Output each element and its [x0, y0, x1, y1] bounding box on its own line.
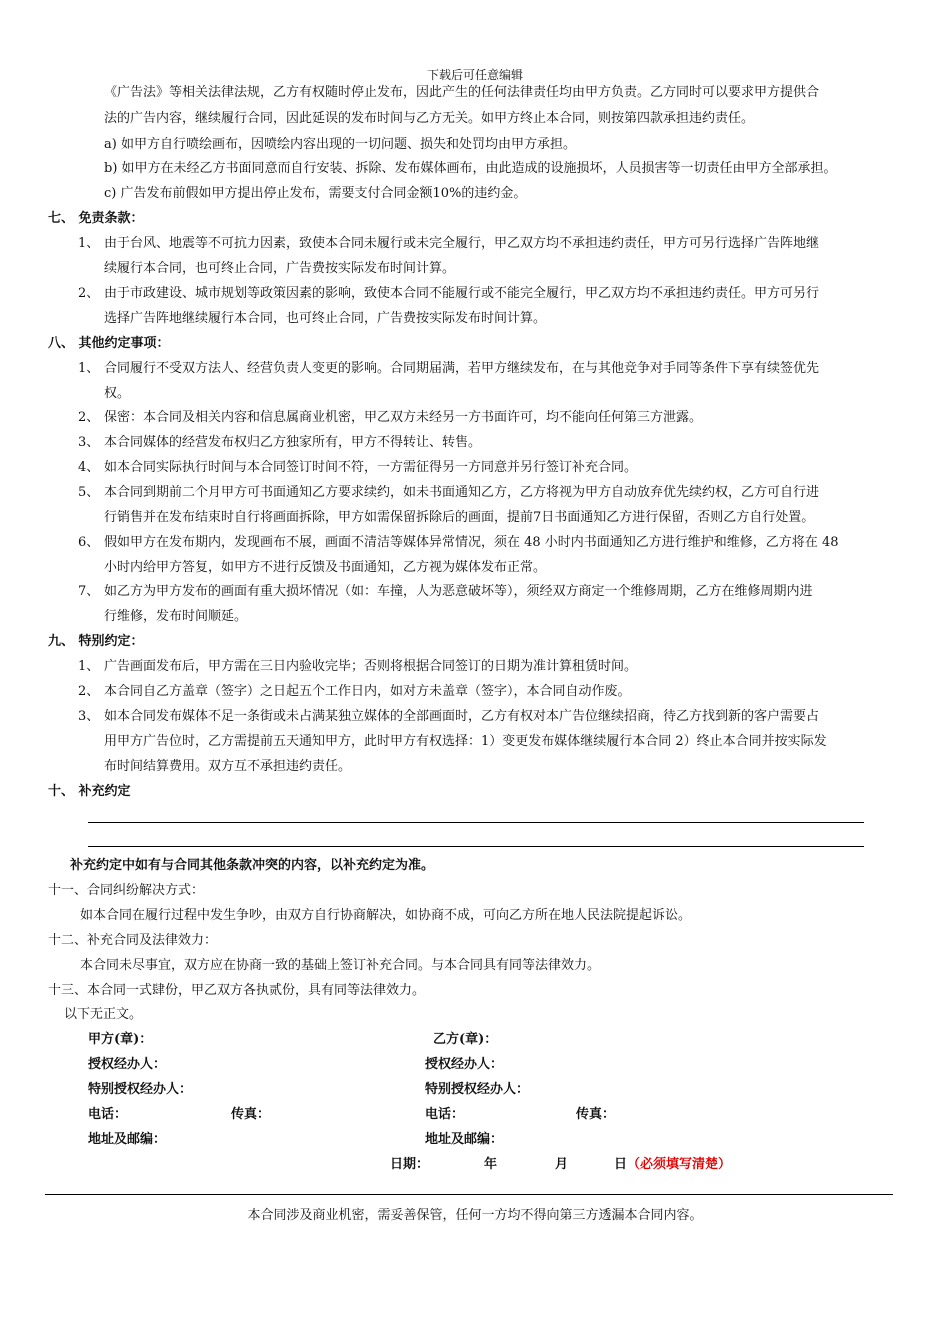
party-b-label: 乙方(章)：: [433, 1032, 498, 1047]
fax-b-label: 传真：: [576, 1107, 616, 1122]
page-header: 下载后可任意编辑: [426, 68, 523, 82]
item-number: 6、: [78, 535, 100, 550]
item-number: 2、: [78, 410, 100, 425]
supplement-note: 补充约定中如有与合同其他条款冲突的内容，以补充约定为准。: [70, 858, 435, 873]
clause-b: b) 如甲方在未经乙方书面同意而自行安装、拆除、发布媒体画布，由此造成的设施损坏，人员损害等一切责任由甲方全部承担。: [104, 161, 837, 176]
item-text: 如本合同实际执行时间与本合同签订时间不符，一方需征得另一方同意并另行签订补充合同。: [104, 460, 638, 475]
item-text: 由于市政建设、城市规划等政策因素的影响，致使本合同不能履行或不能完全履行，甲乙双方均不承担违约责任。甲方可另行: [104, 286, 820, 301]
item-text: 选择广告阵地继续履行本合同，也可终止合同，广告费按实际发布时间计算。: [104, 311, 547, 326]
paragraph-line: 《广告法》等相关法律法规，乙方有权随时停止发布，因此产生的任何法律责任均由甲方负责。乙方同时可以要求甲方提供合: [104, 85, 820, 100]
blank-line: [88, 846, 864, 847]
section-title-11: 十一、合同纠纷解决方式：: [48, 883, 205, 898]
item-text: 由于台风、地震等不可抗力因素，致使本合同未履行或未完全履行，甲乙双方均不承担违约责任，甲方可另行选择广告阵地继: [104, 236, 820, 251]
date-day: 日: [614, 1157, 628, 1172]
agent-a-label: 授权经办人：: [88, 1057, 167, 1072]
item-text: 保密：本合同及相关内容和信息属商业机密，甲乙双方未经另一方书面许可，均不能向任何第三方泄露。: [104, 410, 703, 425]
section-title-8: 八、 其他约定事项：: [48, 336, 170, 351]
paragraph-line: 法的广告内容，继续履行合同，因此延误的发布时间与乙方无关。如甲方终止本合同，则按第四款承担违约责任。: [104, 111, 755, 126]
party-a-label: 甲方(章)：: [88, 1032, 153, 1047]
item-number: 1、: [78, 361, 100, 376]
date-label: 日期：: [390, 1157, 430, 1172]
footer-divider: [45, 1194, 893, 1195]
section-body-11: 如本合同在履行过程中发生争吵，由双方自行协商解决，如协商不成，可向乙方所在地人民法院提起诉讼。: [80, 908, 692, 923]
date-required-note: （必须填写清楚）: [627, 1157, 732, 1172]
section-title-13: 十三、本合同一式肆份，甲乙双方各执贰份，具有同等法律效力。: [48, 983, 426, 998]
item-text: 本合同到期前二个月甲方可书面通知乙方要求续约，如未书面通知乙方，乙方将视为甲方自动放弃优先续约权，乙方可自行进: [104, 485, 820, 500]
item-number: 3、: [78, 435, 100, 450]
item-number: 2、: [78, 286, 100, 301]
address-b-label: 地址及邮编：: [425, 1132, 504, 1147]
address-a-label: 地址及邮编：: [88, 1132, 167, 1147]
section-body-12: 本合同未尽事宜，双方应在协商一致的基础上签订补充合同。与本合同具有同等法律效力。: [80, 958, 601, 973]
fax-a-label: 传真：: [231, 1107, 271, 1122]
item-number: 5、: [78, 485, 100, 500]
blank-line: [88, 822, 864, 823]
item-number: 1、: [78, 236, 100, 251]
item-text: 行销售并在发布结束时自行将画面拆除，甲方如需保留拆除后的画面，提前7日书面通知乙方进行保留，否则乙方自行处置。: [104, 510, 815, 525]
item-number: 7、: [78, 584, 100, 599]
special-agent-b-label: 特别授权经办人：: [425, 1082, 530, 1097]
item-number: 4、: [78, 460, 100, 475]
item-number: 1、: [78, 659, 100, 674]
special-agent-a-label: 特别授权经办人：: [88, 1082, 193, 1097]
item-text: 如本合同发布媒体不足一条街或未占满某独立媒体的全部画面时，乙方有权对本广告位继续招商，待乙方找到新的客户需要占: [104, 709, 820, 724]
section-title-9: 九、 特别约定：: [48, 634, 144, 649]
item-text: 广告画面发布后，甲方需在三日内验收完毕；否则将根据合同签订的日期为准计算租赁时间。: [104, 659, 638, 674]
item-text: 合同履行不受双方法人、经营负责人变更的影响。合同期届满，若甲方继续发布，在与其他竞争对手同等条件下享有续签优先: [104, 361, 820, 376]
phone-a-label: 电话：: [88, 1107, 128, 1122]
item-number: 2、: [78, 684, 100, 699]
item-text: 假如甲方在发布期内，发现画布不展，画面不清洁等媒体异常情况，须在 48 小时内书面通知乙方进行维护和维修，乙方将在 48: [104, 535, 839, 550]
item-text: 本合同自乙方盖章（签字）之日起五个工作日内，如对方未盖章（签字），本合同自动作废。: [104, 684, 631, 699]
item-text: 本合同媒体的经营发布权归乙方独家所有，甲方不得转让、转售。: [104, 435, 482, 450]
section-title-12: 十二、补充合同及法律效力：: [48, 933, 218, 948]
footer-note: 本合同涉及商业机密，需妥善保管，任何一方均不得向第三方透漏本合同内容。: [247, 1208, 703, 1223]
end-text: 以下无正文。: [64, 1007, 143, 1022]
item-text: 行维修，发布时间顺延。: [104, 609, 248, 624]
phone-b-label: 电话：: [425, 1107, 465, 1122]
item-text: 用甲方广告位时，乙方需提前五天通知甲方，此时甲方有权选择：1）变更发布媒体继续履行本合同 2）终止本合同并按实际发: [104, 734, 827, 749]
item-text: 布时间结算费用。双方互不承担违约责任。: [104, 759, 352, 774]
item-text: 如乙方为甲方发布的画面有重大损坏情况（如：车撞，人为恶意破坏等），须经双方商定一个维修周期，乙方在维修周期内进: [104, 584, 813, 599]
date-month: 月: [555, 1157, 569, 1172]
item-number: 3、: [78, 709, 100, 724]
clause-c: c) 广告发布前假如甲方提出停止发布，需要支付合同金额10%的违约金。: [104, 186, 527, 201]
clause-a: a) 如甲方自行喷绘画布，因喷绘内容出现的一切问题、损失和处罚均由甲方承担。: [104, 137, 576, 152]
item-text: 权。: [104, 386, 131, 401]
section-title-10: 十、 补充约定: [48, 784, 131, 799]
section-title-7: 七、 免责条款：: [48, 211, 144, 226]
agent-b-label: 授权经办人：: [425, 1057, 504, 1072]
item-text: 续履行本合同，也可终止合同，广告费按实际发布时间计算。: [104, 261, 456, 276]
item-text: 小时内给甲方答复，如甲方不进行反馈及书面通知，乙方视为媒体发布正常。: [104, 560, 547, 575]
date-year: 年: [484, 1157, 498, 1172]
